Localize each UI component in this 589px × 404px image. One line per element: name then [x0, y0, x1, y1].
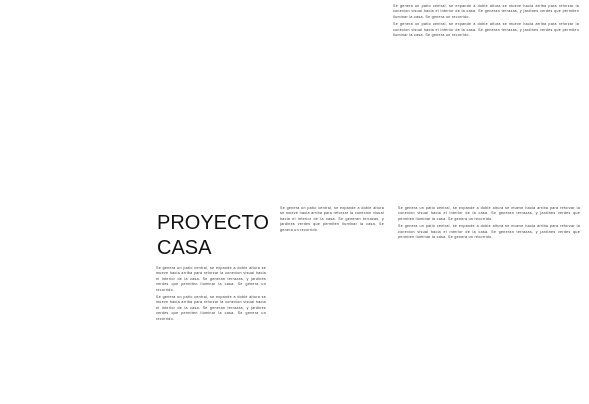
- text-block-top-right: [393, 4, 579, 40]
- text-block-right: [398, 206, 580, 242]
- text-block-left: [156, 266, 266, 324]
- paragraph: Se genera un patio central, se expande a doble altura se mueve hacia arriba para reforzar la conexion visual hacia el interior de la casa. Se generan terrazas, y jardines verdes que permiten iluminar la casa. Se genera un recorrido.: [280, 206, 384, 232]
- text-block-middle: [280, 206, 384, 235]
- title-line-1: PROYECTO: [157, 212, 269, 234]
- paragraph: Se genera un patio central, se expande a doble altura se mueve hacia arriba para reforzar la conexion visual hacia el interior de la casa. Se generan terrazas, y jardines verdes que permiten iluminar la casa. Se genera un recorrido.: [393, 22, 579, 38]
- paragraph: Se genera un patio central, se expande a doble altura se mueve hacia arriba para reforzar la conexion visual hacia el interior de la casa. Se generan terrazas, y jardines verdes que permiten iluminar la casa. Se genera un recorrido.: [393, 4, 579, 19]
- title-line-2: CASA: [157, 237, 212, 259]
- paragraph: Se genera un patio central, se expande a doble altura se mueve hacia arriba para reforzar la conexion visual hacia el interior de la casa. Se generan terrazas, y jardines verdes que permiten iluminar la casa. Se genera un recorrido.: [156, 266, 266, 292]
- page-title: [157, 211, 269, 261]
- paragraph: Se genera un patio central, se expande a doble altura se mueve hacia arriba para reforzar la conexion visual hacia el interior de la casa. Se generan terrazas, y jardines verdes que permiten iluminar la casa. Se genera un recorrido.: [398, 206, 580, 221]
- paragraph: Se genera un patio central, se expande a doble altura se mueve hacia arriba para reforzar la conexion visual hacia el interior de la casa. Se generan terrazas, y jardines verdes que permiten iluminar la casa. Se genera un recorrido.: [398, 224, 580, 240]
- paragraph: Se genera un patio central, se expande a doble altura se mueve hacia arriba para reforzar la conexion visual hacia el interior de la casa. Se generan terrazas, y jardines verdes que permiten iluminar la casa. Se genera un recorrido.: [156, 295, 266, 321]
